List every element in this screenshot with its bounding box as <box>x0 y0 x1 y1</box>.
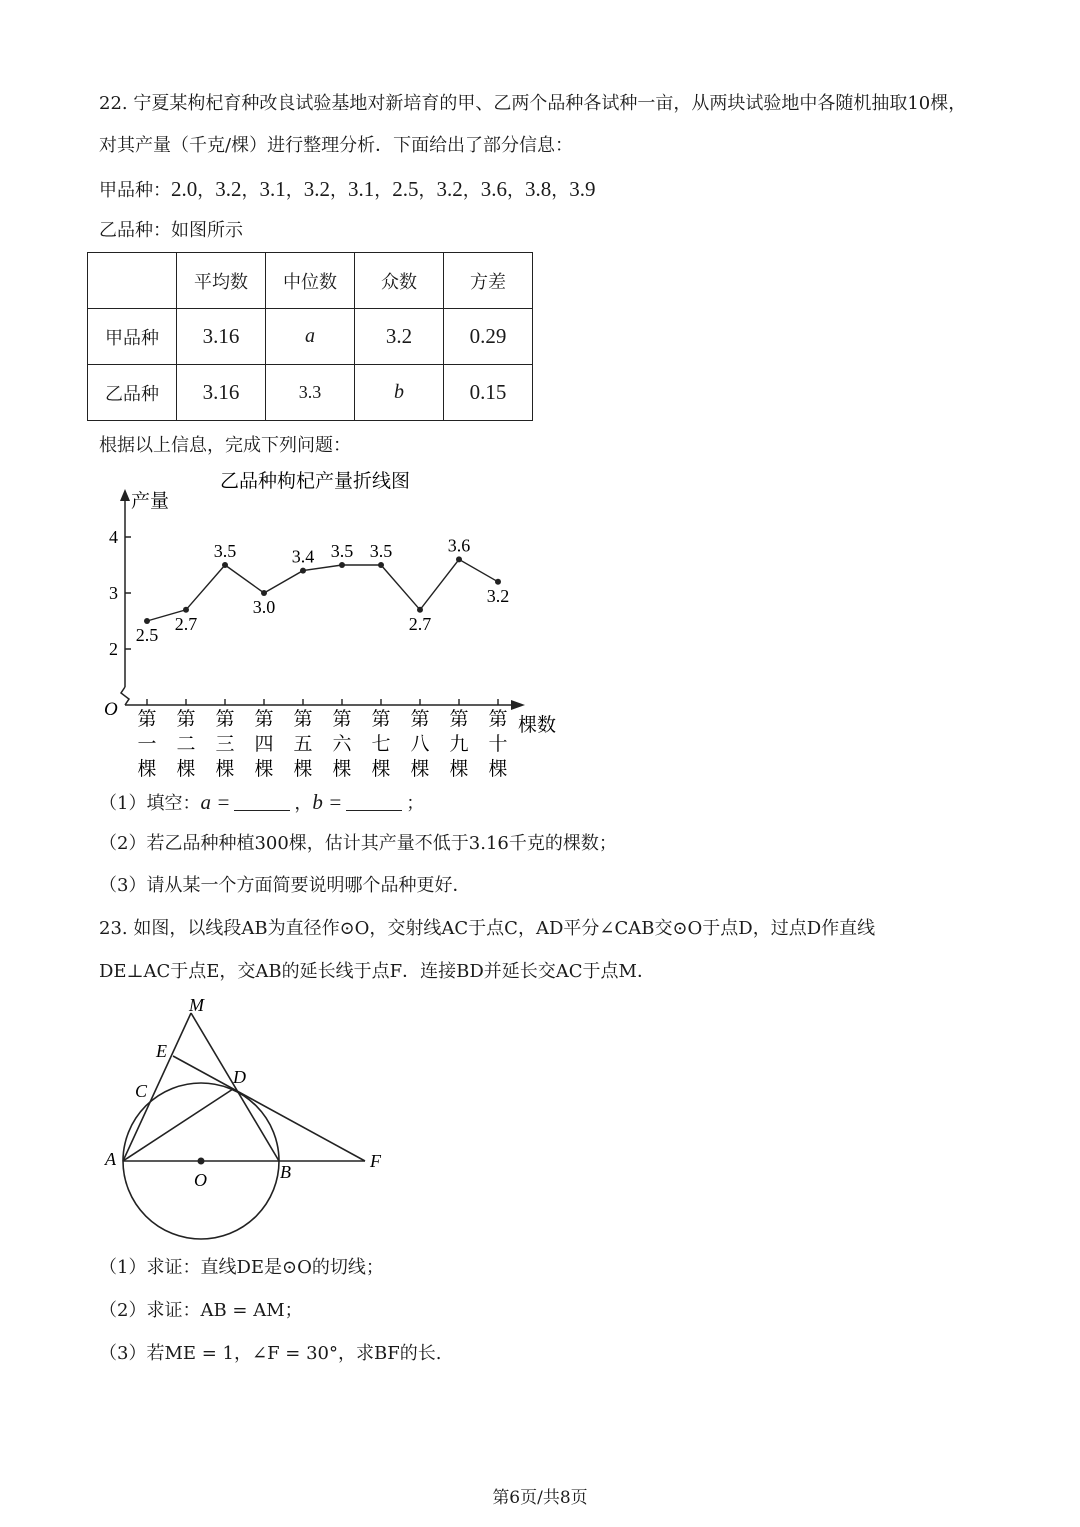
data-label: 3.4 <box>291 546 315 567</box>
separator: ， <box>551 180 570 201</box>
x-tick-label: 第 <box>371 709 391 730</box>
y-axis-break <box>121 687 129 705</box>
x-tick-label: 棵 <box>410 759 430 780</box>
x-axis-arrow <box>511 700 525 710</box>
point-label-c: C <box>135 1081 148 1101</box>
y-tick-label: 2 <box>109 639 118 659</box>
separator: ， <box>507 180 525 201</box>
x-tick-label: 十 <box>488 734 508 755</box>
x-tick-label: 棵 <box>176 759 196 780</box>
q22-yi-label: 乙品种：如图所示 <box>99 220 243 241</box>
point-label-f: F <box>370 1151 381 1171</box>
separator: ， <box>241 180 260 201</box>
data-label: 2.7 <box>174 613 198 634</box>
data-point <box>339 562 345 568</box>
sub1-a: a = <box>200 790 231 814</box>
chart-title: 乙品种枸杞产量折线图 <box>219 471 411 492</box>
jia-values <box>171 177 596 201</box>
table-header-cell: 中位数 <box>266 253 355 309</box>
x-tick-label: 第 <box>293 709 313 730</box>
data-point <box>144 618 150 624</box>
q22-sub3: （3）请从某一个方面简要说明哪个品种更好． <box>99 875 471 896</box>
data-label: 2.7 <box>408 613 432 634</box>
x-tick-label: 第 <box>449 709 469 730</box>
series-line <box>147 559 498 621</box>
x-tick-label: 六 <box>332 734 352 755</box>
data-label: 3.5 <box>330 541 354 561</box>
data-point <box>300 568 306 574</box>
x-tick-label: 棵 <box>371 759 391 780</box>
x-tick-label: 八 <box>410 734 430 755</box>
x-tick-label: 第 <box>332 709 352 730</box>
x-tick-label: 第 <box>176 709 196 730</box>
jia-value: 3.9 <box>569 177 596 201</box>
table-row <box>88 365 533 421</box>
table-row <box>88 309 533 365</box>
table-cell: 0.29 <box>444 309 533 365</box>
table-cell: 3.16 <box>177 365 266 421</box>
jia-value: 3.1 <box>348 177 375 201</box>
table-header-cell: 平均数 <box>177 253 266 309</box>
jia-value: 3.2 <box>436 177 463 201</box>
table-cell: a <box>266 309 355 365</box>
data-point <box>183 607 189 613</box>
data-label: 3.6 <box>447 535 471 556</box>
table-header-row <box>88 253 533 309</box>
x-tick-label: 棵 <box>137 759 157 780</box>
x-tick-label: 第 <box>215 709 235 730</box>
sub1-b: b = <box>312 790 343 814</box>
yield-line-chart <box>95 465 565 785</box>
data-point <box>495 579 501 585</box>
data-label: 3.5 <box>213 541 237 561</box>
table-row-label: 乙品种 <box>88 365 177 421</box>
y-axis-arrow <box>120 489 130 501</box>
x-tick-label: 棵 <box>332 759 352 780</box>
table-cell: 3.2 <box>355 309 444 365</box>
answer-blank-b[interactable] <box>346 792 402 811</box>
table-cell: 3.3 <box>266 365 355 421</box>
separator: ， <box>418 180 437 201</box>
x-tick-label: 棵 <box>293 759 313 780</box>
separator: ， <box>374 180 393 201</box>
jia-value: 2.0 <box>171 177 198 201</box>
q22-sub2: （2）若乙品种种植300棵，估计其产量不低于3.16千克的棵数； <box>99 833 617 854</box>
x-tick-label: 四 <box>254 734 274 755</box>
x-tick-label: 棵 <box>254 759 274 780</box>
page-footer: 第6页/共8页 <box>492 1488 588 1508</box>
segment-mb <box>191 1013 279 1161</box>
data-point <box>456 556 462 562</box>
data-point <box>417 607 423 613</box>
jia-value: 3.6 <box>480 177 507 201</box>
q22-intro: 根据以上信息，完成下列问题： <box>99 435 351 456</box>
table-header-cell: 众数 <box>355 253 444 309</box>
x-tick-label: 第 <box>410 709 430 730</box>
jia-value: 3.2 <box>303 177 330 201</box>
table-row-label: 甲品种 <box>88 309 177 365</box>
table-header-cell: 方差 <box>444 253 533 309</box>
geometry-figure <box>100 990 400 1240</box>
data-label: 3.5 <box>369 541 393 561</box>
table-header-cell <box>88 253 177 309</box>
q23-line2: DE⊥AC于点E，交AB的延长线于点F．连接BD并延长交AC于点M． <box>99 961 655 982</box>
q23-sub2: （2）求证：AB = AM； <box>99 1300 303 1321</box>
q23-sub3: （3）若ME = 1，∠F = 30°，求BF的长. <box>99 1343 442 1364</box>
q22-line2: 对其产量（千克/棵）进行整理分析．下面给出了部分信息： <box>99 135 574 156</box>
data-point <box>378 562 384 568</box>
data-label: 3.0 <box>252 597 276 617</box>
data-point <box>222 562 228 568</box>
q23-sub1: （1）求证：直线DE是⊙O的切线； <box>99 1257 384 1278</box>
x-tick-label: 棵 <box>488 759 508 780</box>
x-tick-label: 二 <box>176 734 196 755</box>
q22-sub1: （1）填空：a = ，b = ； <box>99 790 425 814</box>
q22-jia-data <box>99 177 596 203</box>
data-label: 3.2 <box>486 585 510 606</box>
x-tick-label: 七 <box>371 734 391 755</box>
point-label-a: A <box>105 1149 116 1169</box>
sub1-end: ； <box>406 793 425 814</box>
x-tick-label: 第 <box>137 709 157 730</box>
stats-table <box>87 252 533 421</box>
x-axis-label: 棵数 <box>518 715 557 736</box>
jia-value: 3.8 <box>525 177 552 201</box>
table-cell: b <box>355 365 444 421</box>
separator: ， <box>197 180 216 201</box>
sub1-prefix: （1）填空： <box>99 793 201 814</box>
data-point <box>261 590 267 596</box>
chart-marks <box>109 527 509 780</box>
jia-value: 3.2 <box>215 177 242 201</box>
x-tick-label: 一 <box>137 734 157 755</box>
answer-blank-a[interactable] <box>234 792 290 811</box>
jia-value: 2.5 <box>392 177 419 201</box>
y-tick-label: 4 <box>109 527 118 547</box>
origin-label: O <box>104 699 118 720</box>
point-label-m: M <box>189 995 204 1015</box>
q23-line1: 23. 如图，以线段AB为直径作⊙O，交射线AC于点C，AD平分∠CAB交⊙O于点D，过点D作直线 <box>99 918 876 939</box>
data-label: 2.5 <box>135 625 159 645</box>
jia-label: 甲品种： <box>99 180 171 201</box>
x-tick-label: 第 <box>254 709 274 730</box>
point-label-b: B <box>280 1162 291 1182</box>
x-tick-label: 棵 <box>449 759 469 780</box>
point-label-o: O <box>194 1170 207 1190</box>
q22-line1: 22. 宁夏某枸杞育种改良试验基地对新培育的甲、乙两个品种各试种一亩，从两块试验地中各随机抽取10棵， <box>99 93 967 114</box>
table-cell: 0.15 <box>444 365 533 421</box>
separator: ， <box>462 180 481 201</box>
x-tick-label: 五 <box>293 734 313 755</box>
x-tick-label: 九 <box>449 734 469 755</box>
y-axis-label: 产量 <box>131 491 170 512</box>
table-cell: 3.16 <box>177 309 266 365</box>
jia-value: 3.1 <box>259 177 286 201</box>
separator: ， <box>330 180 348 201</box>
center-point <box>198 1158 205 1165</box>
point-label-e: E <box>156 1041 167 1061</box>
y-tick-label: 3 <box>109 583 118 603</box>
x-tick-label: 棵 <box>215 759 235 780</box>
point-label-d: D <box>233 1067 246 1087</box>
x-tick-label: 第 <box>488 709 508 730</box>
x-tick-label: 三 <box>215 734 235 755</box>
separator: ， <box>285 180 304 201</box>
